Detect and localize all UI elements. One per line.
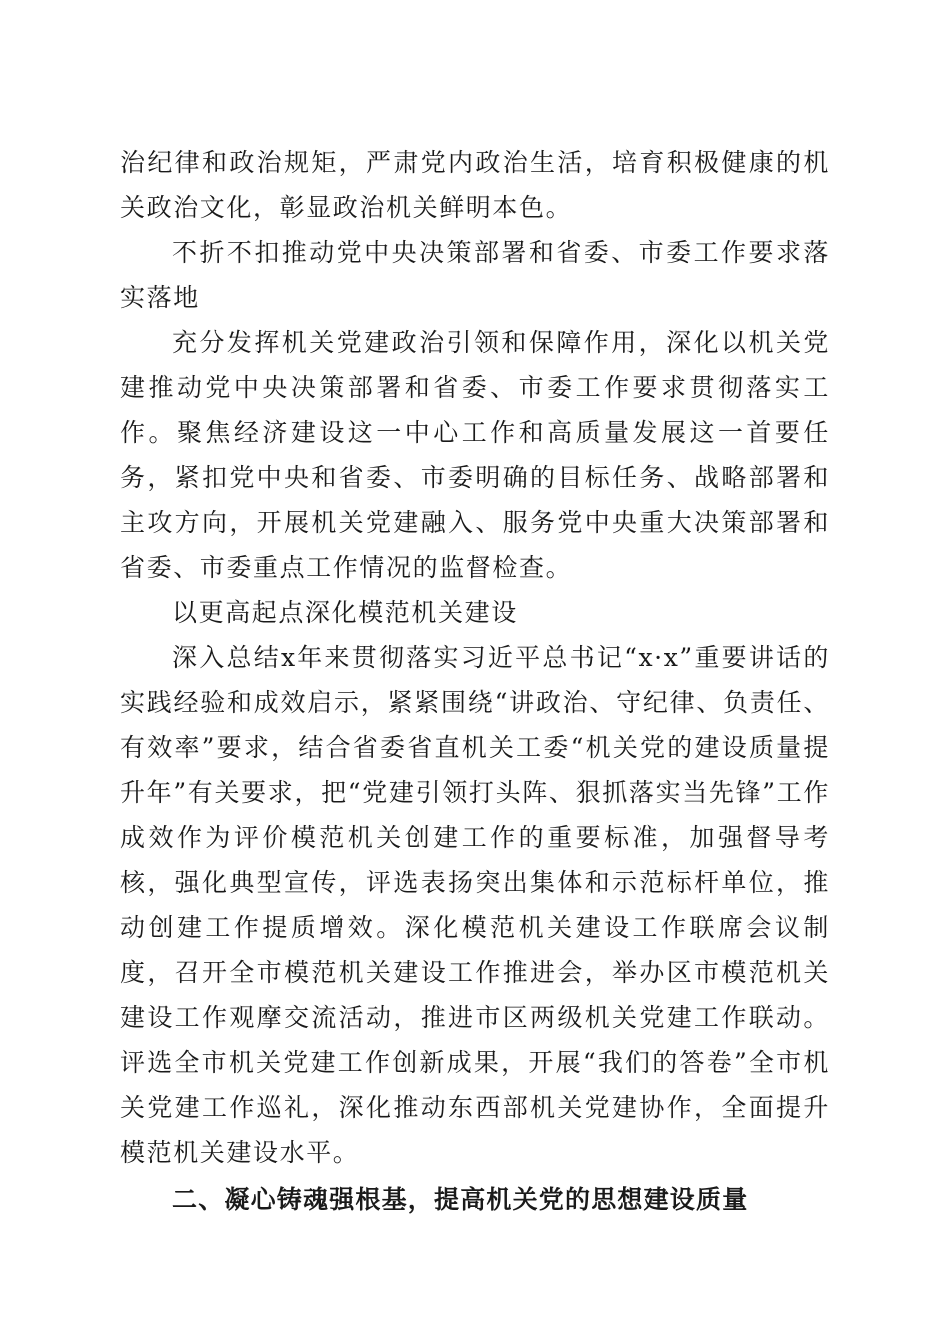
paragraph-continuation: 治纪律和政治规矩，严肃党内政治生活，培育积极健康的机关政治文化，彰显政治机关鲜明本色。 bbox=[120, 148, 830, 222]
subheading-implementation: 不折不扣推动党中央决策部署和省委、市委工作要求落实落地 bbox=[120, 238, 830, 312]
section-heading: 二、凝心铸魂强根基，提高机关党的思想建设质量 bbox=[172, 1185, 749, 1214]
document-body bbox=[120, 140, 830, 1222]
paragraph-political-leadership: 充分发挥机关党建政治引领和保障作用，深化以机关党建推动党中央决策部署和省委、市委工作要求贯彻落实工作。聚焦经济建设这一中心工作和高质量发展这一首要任务，紧扣党中央和省委、市委明确的目标任务、战略部署和主攻方向，开展机关党建融入、服务党中央重大决策部署和省委、市委重点工作情况的监督检查。 bbox=[120, 328, 830, 582]
paragraph-model-organs: 深入总结x年来贯彻落实习近平总书记“x·x”重要讲话的实践经验和成效启示，紧紧围绕“讲政治、守纪律、负责任、有效率”要求，结合省委省直机关工委“机关党的建设质量提升年”有关要求，把“党建引领打头阵、狠抓落实当先锋”工作成效作为评价模范机关创建工作的重要标准，加强督导考核，强化典型宣传，评选表扬突出集体和示范标杆单位，推动创建工作提质增效。深化模范机关建设工作联席会议制度，召开全市模范机关建设工作推进会，举办区市模范机关建设工作观摩交流活动，推进市区两级机关党建工作联动。评选全市机关党建工作创新成果，开展“我们的答卷”全市机关党建工作巡礼，深化推动东西部机关党建协作，全面提升模范机关建设水平。 bbox=[120, 643, 830, 1167]
subheading-model-organs: 以更高起点深化模范机关建设 bbox=[172, 598, 518, 627]
